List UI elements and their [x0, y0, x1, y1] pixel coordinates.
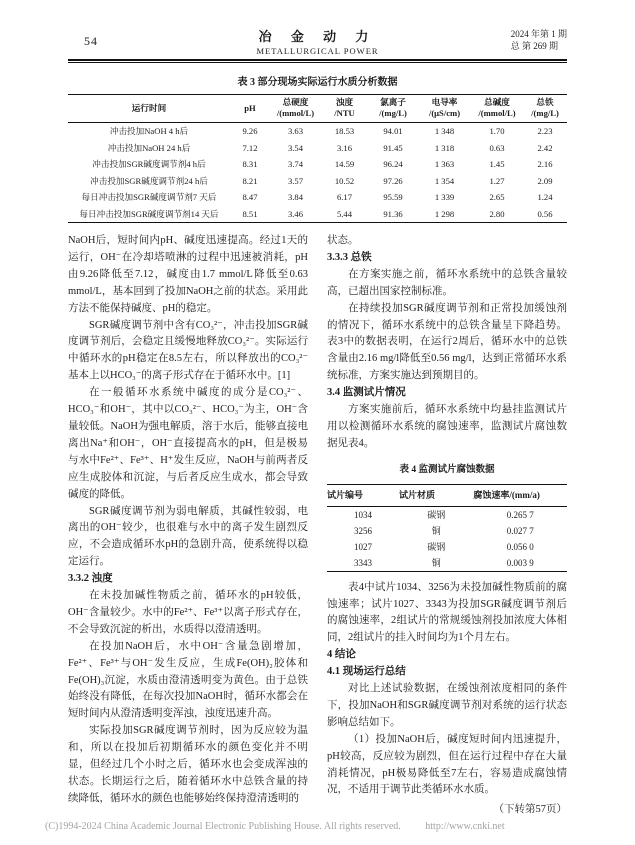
table-cell: 1027: [354, 541, 372, 552]
table-cell: 8.21: [242, 175, 258, 186]
table-cell: 0.63: [489, 142, 505, 153]
table-cell: 2.42: [537, 142, 553, 153]
body-paragraph: SGR碱度调节剂为弱电解质，其碱性较弱，电离出的OH⁻较少，也很难与水中的离子发生剧烈反应，不会造成循环水pH的急剧升高，使系统得以稳定运行。: [68, 505, 308, 568]
table-cell: 冲击投加SGR碱度调节剂4 h后: [92, 159, 206, 169]
table3-col-header: 运行时间: [68, 95, 230, 123]
table-cell: 1.24: [537, 192, 553, 202]
table4-col-header: 腐蚀速率/(mm/a): [473, 484, 567, 506]
table-cell: 5.44: [336, 208, 353, 219]
body-paragraph: 在一般循环水系统中碱度的成分是CO₃²⁻、HCO₃⁻和OH⁻，其中以CO₃²⁻、HCO₃⁻为主，OH⁻含量较低。NaOH为强电解质，溶于水后，能够直接电离出Na⁺和OH⁻，OH⁻直接提高水的pH，但是极易与水中Fe²⁺、Fe³⁺、H⁺发生反应，NaOH与前两者反应生成胶体和沉淀，与后者反应生成水，都会导致碱度的降低。: [68, 387, 308, 500]
table-cell: 铜: [431, 557, 441, 568]
table-cell: 3.84: [287, 192, 304, 202]
table-cell: 1 339: [434, 192, 455, 202]
table-cell: 3.54: [287, 142, 304, 153]
table3-header-row: [68, 95, 567, 123]
table3-title: 表 3 部分现场实际运行水质分析数据: [237, 77, 398, 88]
table-cell: 95.59: [383, 192, 403, 202]
issue-line1: 2024 年第 1 期: [510, 29, 567, 39]
table-cell: 7.12: [242, 142, 258, 153]
table-row: [68, 123, 567, 140]
body-paragraph: 表4中试片1034、3256为未投加碱性物质前的腐蚀速率；试片1027、3343为投加SGR碱度调节剂后的腐蚀速率，2组试片的常规缓蚀剂投加浓度大体相同，2组试片的挂入时间均为1个月左右。: [327, 581, 567, 644]
body-paragraph: NaOH后，短时间内pH、碱度迅速提高。经过1天的运行，OH⁻在冷却塔喷淋的过程中迅速被消耗，pH由9.26降低至7.12，碱度由1.7 mmol/L降低至0.63 mmol/L，基本回到了投加NaOH之前的状态。采用此方法不能保持碱度、pH的稳定。: [68, 235, 308, 314]
table-cell: 1.45: [489, 159, 505, 169]
table-cell: 碳钢: [427, 541, 446, 552]
table-cell: 96.24: [383, 159, 403, 169]
table-cell: 8.31: [242, 159, 258, 169]
journal-title-cn: 冶 金 动 力: [258, 29, 377, 44]
table-cell: 铜: [431, 525, 441, 536]
table-cell: 碳钢: [427, 509, 446, 520]
section-heading: 4 结论: [327, 649, 356, 661]
table-cell: 91.45: [383, 142, 403, 153]
table-cell: 91.36: [383, 208, 403, 219]
table-cell: 0.003 9: [506, 557, 534, 568]
table-cell: 1 348: [434, 126, 455, 136]
copyright-footer: [45, 821, 505, 832]
table-cell: 冲击投加NaOH 4 h后: [109, 126, 189, 136]
body-paragraph: 方案实施前后，循环水系统中均悬挂监测试片用以检测循环水系统的腐蚀速率，监测试片腐蚀数据见表4。: [327, 404, 567, 449]
body-paragraph: 在未投加碱性物质之前，循环水的pH较低，OH⁻含量较少。水中的Fe²⁺、Fe³⁺以离子形式存在，不会导致沉淀的析出，水质得以澄清透明。: [68, 590, 308, 635]
table-cell: 1 298: [434, 208, 455, 219]
table-cell: 0.056 0: [506, 541, 534, 552]
table3-col-header: 总硬度 /(mmol/L): [270, 95, 321, 123]
table3-col-header: 总铁 /(mg/L): [523, 95, 567, 123]
table-row: [68, 156, 567, 173]
table-cell: 每日冲击投加SGR碱度调节剂14 天后: [79, 208, 219, 219]
journal-title-block: [68, 26, 567, 56]
table-cell: 3343: [354, 557, 372, 568]
body-paragraph: （1）投加NaOH后，碱度短时间内迅速提升，pH较高，反应较为剧烈，但在运行过程中存在大量消耗情况，pH极易降低至7左右，容易造成腐蚀情况，不适用于调节此类循环水水质。: [327, 733, 567, 796]
table-cell: 9.26: [242, 126, 258, 136]
table-cell: 1 354: [434, 175, 455, 186]
table-cell: 2.16: [537, 159, 553, 169]
table-cell: 0.027 7: [506, 525, 534, 536]
table-cell: 3.74: [287, 159, 304, 169]
table-cell: 3.46: [287, 208, 304, 219]
table-cell: 10.52: [334, 175, 355, 186]
table-cell: 冲击投加NaOH 24 h后: [107, 142, 191, 153]
section-heading: 4.1 现场运行总结: [327, 666, 406, 678]
table-cell: 1 363: [434, 159, 455, 169]
table-row: [68, 189, 567, 206]
table-cell: 3.16: [336, 142, 353, 153]
table-cell: 0.265 7: [506, 509, 534, 520]
table-cell: 2.09: [537, 175, 553, 186]
table-cell: 冲击投加SGR碱度调节剂24 h后: [90, 175, 208, 186]
body-paragraph: 在持续投加SGR碱度调节剂和正常投加缓蚀剂的情况下，循环水系统中的总铁含量呈下降趋势。表3中的数据表明，在运行2周后，循环水中的总铁含量由2.16 mg/l降低至0.56 mg/l，达到正常循环水系统标准，方案实施达到预期目的。: [327, 302, 567, 382]
table-cell: 2.23: [537, 126, 553, 136]
table-cell: 94.01: [383, 126, 403, 136]
table-cell: 3.57: [287, 175, 304, 186]
body-paragraph: 状态。: [327, 235, 359, 246]
table-cell: 14.59: [334, 159, 355, 169]
table-cell: 1.70: [489, 126, 505, 136]
copyright-text: (C)1994-2024 China Academic Journal Electronic Publishing House. All rights reserved.: [45, 821, 401, 832]
table4-corrosion: [327, 484, 567, 572]
table-cell: 0.56: [537, 208, 553, 219]
table-cell: 18.53: [334, 126, 355, 136]
table-cell: 3.63: [287, 126, 304, 136]
table-cell: 1034: [354, 509, 372, 520]
page-number: 54: [84, 34, 98, 48]
right-column: [327, 233, 567, 819]
table-cell: 6.17: [336, 192, 353, 202]
table-row: [327, 555, 567, 572]
body-paragraph: 在方案实施之前，循环水系统中的总铁含量较高，已超出国家控制标准。: [327, 268, 567, 297]
table4-header-row: [327, 484, 567, 506]
table-cell: 1.27: [489, 175, 505, 186]
table-cell: 8.47: [242, 192, 258, 202]
table-cell: 2.80: [489, 208, 505, 219]
table3-col-header: 氯离子 /(mg/L): [368, 95, 418, 123]
continued-note: （下转第57页）: [493, 804, 567, 816]
table-cell: 97.26: [383, 175, 403, 186]
table4-col-header: 试片材质: [399, 484, 473, 506]
table3-col-header: 电导率 /(μS/cm): [418, 95, 471, 123]
table3-col-header: 总碱度 /(mmol/L): [471, 95, 523, 123]
table-row: [327, 539, 567, 555]
left-column: [68, 233, 308, 819]
issue-line2: 总 第 269 期: [510, 41, 558, 51]
body-paragraph: 在投加NaOH后，水中OH⁻含量急剧增加，Fe²⁺、Fe³⁺与OH⁻发生反应，生成Fe(OH)₂胶体和Fe(OH)₃沉淀，水质由澄清透明变为黄色。由于总铁始终没有降低，在每次投加NaOH时，循环水都会在短时间内从澄清透明变浑浊，浊度迅速升高。: [68, 640, 308, 720]
table-cell: 1 318: [434, 142, 455, 153]
journal-title-en: METALLURGICAL POWER: [256, 46, 379, 56]
body-paragraph: SGR碱度调节剂中含有CO₃²⁻，冲击投加SGR碱度调节剂后，会稳定且缓慢地释放CO₃²⁻。实际运行中循环水的pH稳定在8.5左右，所以释放出的CO₃²⁻基本上以HCO₃⁻的离子形式存在于循环水中。[1]: [68, 319, 308, 382]
table4-col-header: 试片编号: [327, 484, 399, 506]
table-row: [68, 173, 567, 190]
section-heading: 3.3.2 浊度: [68, 573, 113, 585]
section-heading: 3.3.3 总铁: [327, 251, 372, 263]
table-cell: 8.51: [242, 208, 258, 219]
table3-col-header: 浊度 /NTU: [321, 95, 368, 123]
header-divider: [68, 59, 567, 63]
table-row: [68, 140, 567, 157]
table3-water-quality: [68, 94, 567, 223]
section-heading: 3.4 监测试片情况: [327, 387, 406, 399]
table4-title: 表 4 监测试片腐蚀数据: [399, 464, 495, 475]
table-cell: 每日冲击投加SGR碱度调节剂7 天后: [81, 192, 217, 202]
cnki-url: http://www.cnki.net: [425, 821, 505, 832]
table-cell: 2.65: [489, 192, 505, 202]
table-cell: 3256: [354, 525, 372, 536]
table-row: [327, 506, 567, 523]
body-paragraph: 实际投加SGR碱度调节剂时，因为反应较为温和，所以在投加后初期循环水的颜色变化并不明显，但经过几个小时之后，循环水也会变成浑浊的状态。长期运行之后，随着循环水中总铁含量的持续降低，循环水的颜色也能够始终保持澄清透明的: [68, 725, 308, 804]
table3-col-header: pH: [230, 95, 270, 123]
page-header: [68, 26, 567, 56]
table-row: [68, 206, 567, 223]
table-row: [327, 523, 567, 539]
body-paragraph: 对比上述试验数据，在缓蚀剂浓度相同的条件下，投加NaOH和SGR碱度调节剂对系统的运行状态影响总结如下。: [327, 683, 567, 728]
issue-info: [511, 28, 567, 52]
